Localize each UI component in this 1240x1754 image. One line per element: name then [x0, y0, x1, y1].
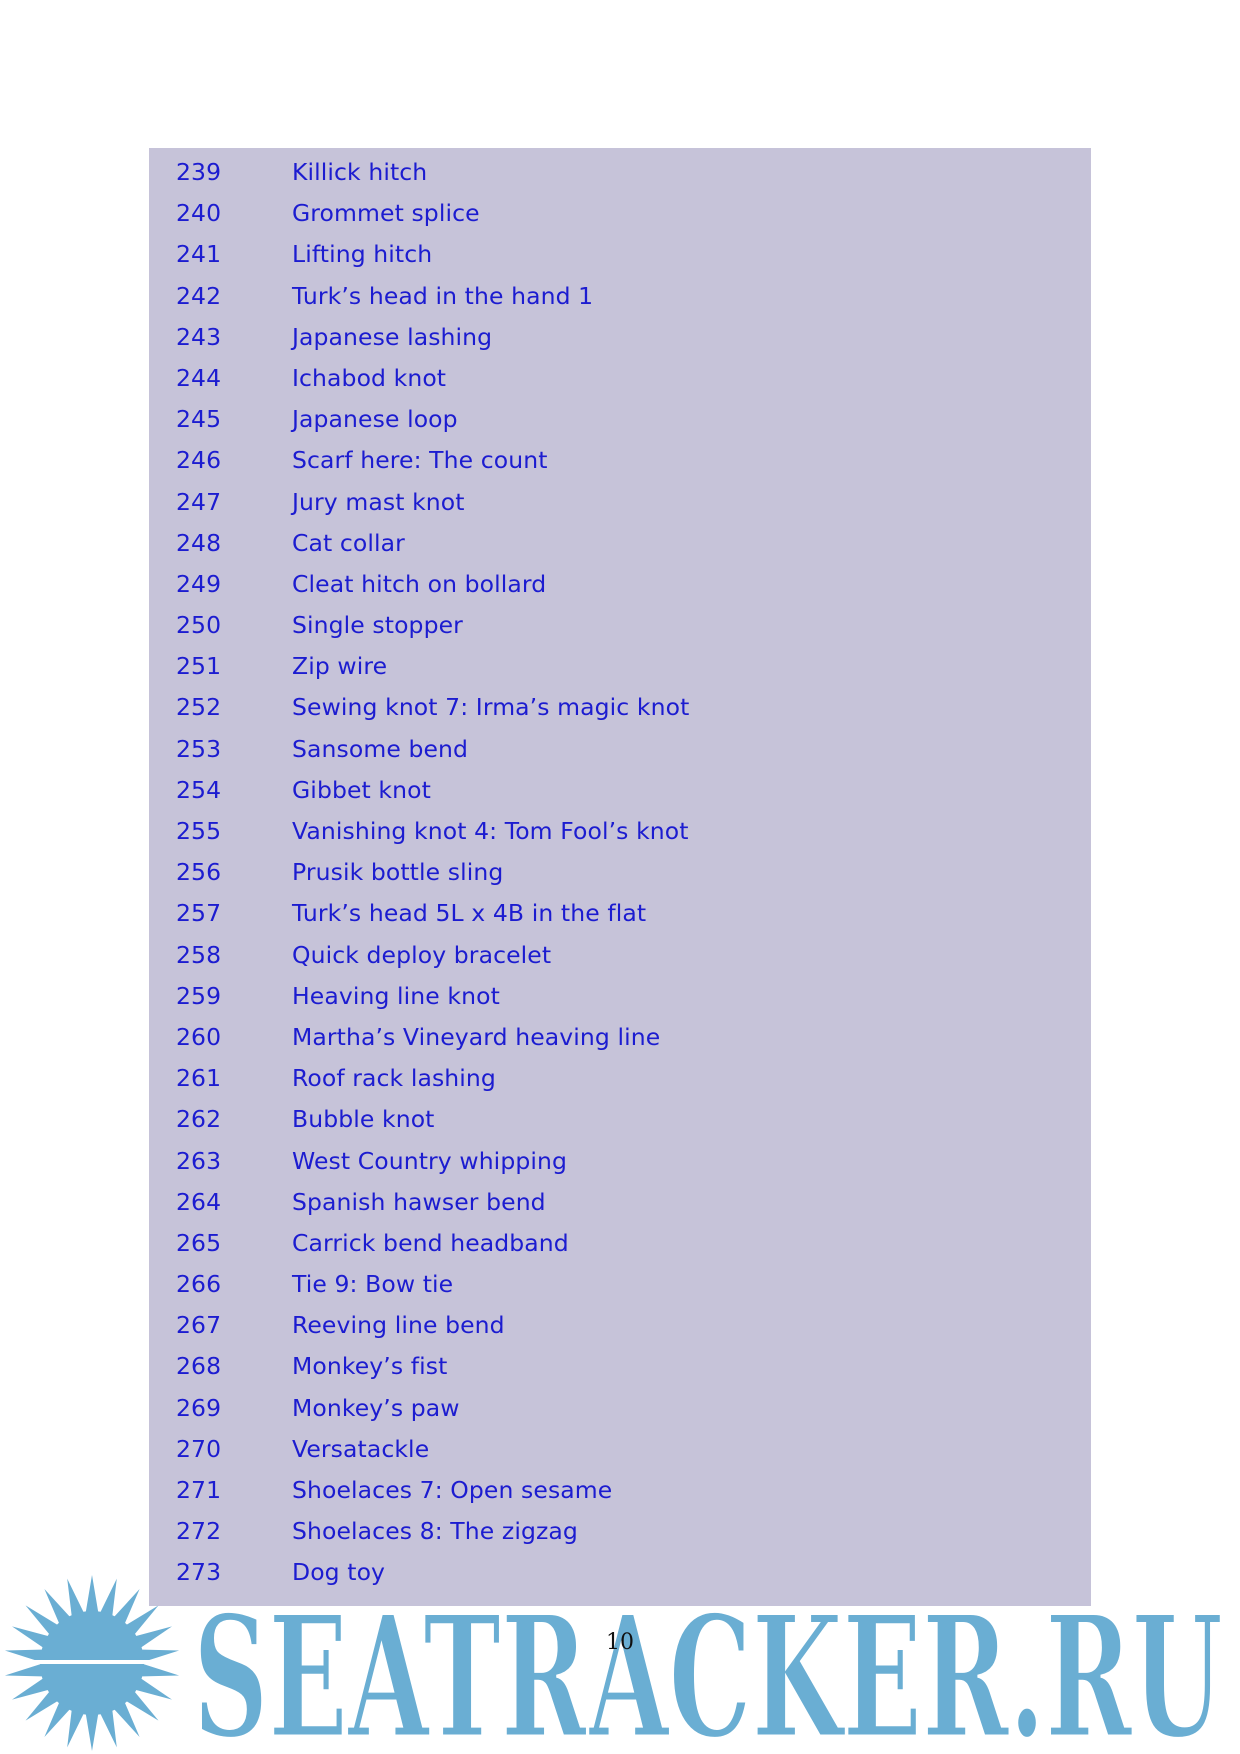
list-item — [149, 1223, 1091, 1264]
list-item — [149, 317, 1091, 358]
entry-title: Roof rack lashing — [292, 1064, 496, 1093]
entry-title: Cat collar — [292, 528, 405, 557]
entry-title: Shoelaces 7: Open sesame — [292, 1476, 613, 1504]
entry-number: 255 — [176, 817, 222, 845]
entry-number: 273 — [176, 1558, 222, 1587]
list-item — [149, 152, 1091, 193]
entry-title: Sansome bend — [292, 734, 469, 763]
list-item — [149, 1017, 1091, 1058]
list-item — [149, 770, 1091, 811]
entry-title: Ichabod knot — [292, 363, 447, 392]
list-item — [149, 399, 1091, 440]
entry-title: Shoelaces 8: The zigzag — [292, 1517, 578, 1546]
list-item — [149, 1264, 1091, 1305]
list-item — [149, 646, 1091, 687]
list-item — [149, 893, 1091, 934]
entry-title: Prusik bottle sling — [292, 858, 504, 887]
entry-number: 253 — [176, 734, 222, 763]
list-item — [149, 1470, 1091, 1511]
list-item — [149, 234, 1091, 275]
list-item — [149, 193, 1091, 234]
list-item — [149, 1511, 1091, 1552]
entry-number: 254 — [176, 775, 222, 804]
list-item — [149, 1388, 1091, 1429]
list-item — [149, 523, 1091, 564]
list-item — [149, 1182, 1091, 1223]
entry-title: Tie 9: Bow tie — [292, 1270, 454, 1299]
entry-title: Martha’s Vineyard heaving line — [292, 1022, 661, 1051]
list-item — [149, 276, 1091, 317]
entry-title: Scarf here: The count — [292, 446, 548, 475]
list-item — [149, 1305, 1091, 1346]
list-item — [149, 1346, 1091, 1387]
entry-number: 271 — [176, 1476, 222, 1504]
entry-number: 264 — [176, 1187, 222, 1216]
entry-title: Japanese lashing — [292, 322, 493, 351]
entry-title: Gibbet knot — [292, 775, 431, 804]
entry-title: Single stopper — [292, 611, 463, 640]
list-item — [149, 440, 1091, 481]
entry-title: Killick hitch — [292, 158, 428, 186]
list-item — [149, 729, 1091, 770]
list-item — [149, 935, 1091, 976]
entry-number: 245 — [176, 405, 222, 434]
entry-number: 242 — [176, 281, 222, 310]
entry-title: Monkey’s paw — [292, 1393, 460, 1422]
entry-title: Vanishing knot 4: Tom Fool’s knot — [292, 817, 689, 845]
entry-title: Cleat hitch on bollard — [292, 569, 547, 598]
entry-title: Quick deploy bracelet — [292, 940, 552, 969]
list-item — [149, 1099, 1091, 1140]
entry-list-panel — [149, 148, 1091, 1606]
entry-title: Sewing knot 7: Irma’s magic knot — [292, 693, 690, 722]
entry-number: 250 — [176, 611, 222, 640]
entry-number: 265 — [176, 1228, 222, 1257]
entry-number: 259 — [176, 981, 222, 1010]
entry-title: Reeving line bend — [292, 1311, 505, 1340]
list-item — [149, 852, 1091, 893]
entry-number: 262 — [176, 1105, 222, 1134]
entry-number: 243 — [176, 322, 222, 351]
entry-number: 256 — [176, 858, 222, 887]
entry-title: Turk’s head in the hand 1 — [292, 281, 594, 310]
entry-number: 272 — [176, 1517, 222, 1546]
entry-title: Bubble knot — [292, 1105, 435, 1134]
list-item — [149, 1058, 1091, 1099]
page-number: 10 — [606, 1630, 634, 1655]
entry-number: 269 — [176, 1393, 222, 1422]
entry-number: 257 — [176, 899, 222, 928]
list-item — [149, 564, 1091, 605]
entry-title: Grommet splice — [292, 199, 480, 228]
entry-number: 246 — [176, 446, 222, 475]
entry-number: 247 — [176, 487, 222, 516]
entry-title: Jury mast knot — [292, 487, 465, 516]
entry-number: 240 — [176, 199, 222, 228]
entry-title: Zip wire — [292, 652, 388, 681]
entry-number: 248 — [176, 528, 222, 557]
entry-list — [149, 152, 1091, 1594]
entry-number: 252 — [176, 693, 222, 722]
list-item — [149, 482, 1091, 523]
entry-title: Heaving line knot — [292, 981, 500, 1010]
seatracker-watermark — [0, 1570, 1240, 1754]
list-item — [149, 1141, 1091, 1182]
entry-title: Versatackle — [292, 1434, 430, 1463]
entry-number: 249 — [176, 569, 222, 598]
entry-title: Dog toy — [292, 1558, 386, 1587]
list-item — [149, 687, 1091, 728]
entry-number: 258 — [176, 940, 222, 969]
entry-title: Monkey’s fist — [292, 1352, 448, 1381]
entry-number: 251 — [176, 652, 222, 681]
entry-title: West Country whipping — [292, 1146, 567, 1175]
watermark-text: SEATRACKER.RU — [193, 1578, 1223, 1754]
entry-title: Lifting hitch — [292, 240, 433, 269]
entry-title: Japanese loop — [292, 405, 458, 434]
list-item — [149, 811, 1091, 852]
list-item — [149, 605, 1091, 646]
entry-title: Turk’s head 5L x 4B in the flat — [292, 899, 647, 928]
entry-number: 263 — [176, 1146, 222, 1175]
entry-number: 244 — [176, 363, 222, 392]
sun-logo-icon — [5, 1575, 179, 1751]
entry-number: 268 — [176, 1352, 222, 1381]
entry-number: 260 — [176, 1022, 222, 1051]
list-item — [149, 1429, 1091, 1470]
entry-title: Carrick bend headband — [292, 1228, 569, 1257]
entry-number: 267 — [176, 1311, 222, 1340]
list-item — [149, 976, 1091, 1017]
entry-title: Spanish hawser bend — [292, 1187, 546, 1216]
entry-number: 261 — [176, 1064, 222, 1093]
entry-number: 239 — [176, 158, 222, 186]
list-item — [149, 358, 1091, 399]
entry-number: 241 — [176, 240, 222, 269]
entry-number: 270 — [176, 1434, 222, 1463]
entry-number: 266 — [176, 1270, 222, 1299]
